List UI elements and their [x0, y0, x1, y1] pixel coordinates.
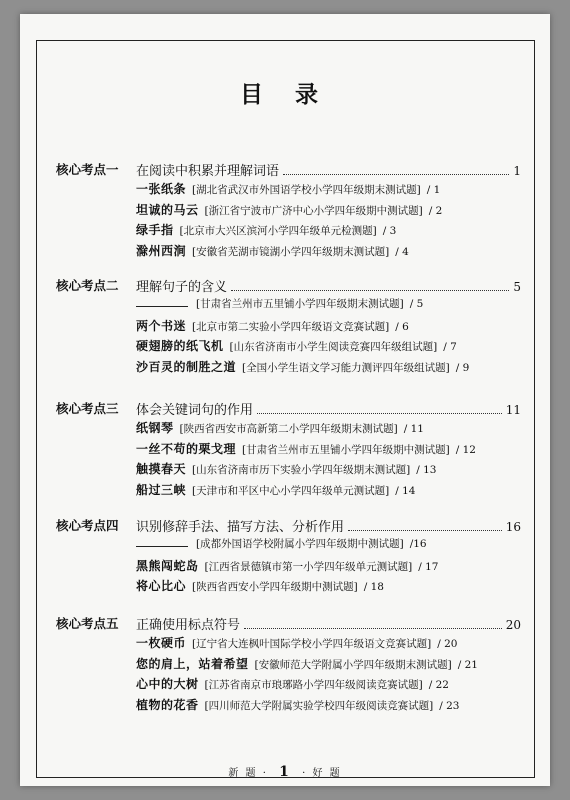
entry-page: / 7: [443, 341, 457, 353]
footer-separator: ·: [302, 768, 308, 779]
dot-leader: [231, 290, 509, 291]
toc-entry[interactable]: [136, 358, 521, 379]
toc-entry[interactable]: [136, 440, 521, 461]
entry-page: / 13: [416, 464, 437, 476]
section-page: 20: [505, 618, 521, 632]
page-title: 目 录: [239, 82, 330, 108]
entry-title: 两个书迷: [136, 318, 187, 333]
entry-page: / 20: [437, 638, 458, 650]
section-topic: 正确使用标点符号: [136, 618, 241, 633]
section-page: 16: [505, 520, 521, 534]
toc-entry[interactable]: [136, 180, 521, 201]
entry-source: [江西省景德镇市第一小学四年级单元测试题]: [204, 560, 413, 573]
toc-entry[interactable]: [136, 577, 521, 598]
section-page: 5: [513, 280, 521, 294]
entry-source: [全国小学生语文学习能力测评四年级组试题]: [242, 361, 450, 374]
toc-entry[interactable]: [136, 634, 521, 655]
entry-title: 一丝不苟的栗戈理: [136, 441, 237, 456]
toc-entry[interactable]: [136, 696, 521, 717]
entry-page: / 6: [395, 320, 409, 333]
section-topic-entry[interactable]: [136, 614, 521, 633]
entry-source: [辽宁省大连枫叶国际学校小学四年级语文竞赛试题]: [192, 638, 432, 650]
section-label: 核心考点五: [56, 616, 119, 631]
entry-title: 触摸春天: [136, 462, 187, 476]
section-topic-entry[interactable]: [136, 399, 521, 418]
entry-page: / 22: [428, 679, 449, 691]
entry-title: 沙百灵的制胜之道: [136, 359, 237, 374]
toc-section: [56, 516, 521, 598]
entry-page: / 17: [418, 560, 439, 573]
toc-section: [56, 276, 521, 378]
entry-page: / 4: [395, 245, 409, 258]
section-heading: [56, 516, 521, 536]
entry-page: / 11: [403, 423, 424, 435]
entry-title: 一张纸条: [136, 182, 187, 196]
toc-entry[interactable]: [136, 317, 521, 338]
section-topic: 理解句子的含义: [136, 280, 228, 295]
entry-page: / 14: [395, 484, 416, 497]
page-number: 1: [279, 764, 291, 780]
toc-entry[interactable]: [136, 460, 521, 481]
entry-page: / 21: [457, 658, 478, 671]
entry-source: [陕西省西安市高新第二小学四年级期末测试题]: [179, 423, 398, 435]
toc-entry[interactable]: [136, 242, 521, 263]
entry-source: [北京市第二实验小学四年级语文竞赛试题]: [192, 320, 390, 333]
entry-source: [山东省济南市小学生阅读竞赛四年级组试题]: [229, 341, 438, 353]
footer-left-text: 新 题: [228, 768, 258, 779]
entry-source: [甘肃省兰州市五里铺小学四年级期末测试题]: [196, 298, 404, 310]
section-topic: 在阅读中积累并理解词语: [136, 164, 280, 179]
dot-leader: [257, 413, 502, 414]
toc-section: [56, 399, 521, 501]
section-heading: [56, 276, 521, 296]
entry-source: [成都外国语学校附属小学四年级期中测试题]: [196, 538, 404, 550]
dot-leader: [244, 628, 502, 629]
section-label: 核心考点二: [56, 278, 119, 293]
section-page: 1: [513, 164, 521, 178]
dot-leader: [348, 530, 502, 531]
title-blank-line: [136, 537, 188, 547]
entry-title: 您的肩上，站着希望: [136, 656, 249, 671]
entry-source: [天津市和平区中心小学四年级单元测试题]: [192, 484, 390, 497]
toc-entry[interactable]: [136, 557, 521, 578]
entry-title: 植物的花香: [136, 697, 199, 712]
entry-title: 绿手指: [136, 223, 174, 237]
toc-entry[interactable]: [136, 481, 521, 502]
entry-title: 将心比心: [136, 579, 187, 593]
entry-source: [陕西省西安小学四年级期中测试题]: [192, 581, 358, 593]
toc-entry[interactable]: [136, 296, 521, 317]
entry-title: 坦诚的马云: [136, 202, 199, 217]
entry-page: / 3: [382, 225, 397, 237]
entry-source: [江苏省南京市琅琊路小学四年级阅读竞赛试题]: [204, 679, 423, 691]
entry-page: / 18: [363, 581, 384, 593]
section-heading: [56, 399, 521, 419]
section-topic-entry[interactable]: [136, 160, 521, 179]
dot-leader: [283, 174, 509, 175]
entry-source: [北京市大兴区滨河小学四年级单元检测题]: [179, 225, 377, 237]
section-label: 核心考点一: [56, 162, 119, 177]
toc-entry[interactable]: [136, 536, 521, 557]
toc-entry[interactable]: [136, 675, 521, 696]
entry-source: [四川师范大学附属实验学校四年级阅读竞赛试题]: [204, 699, 434, 712]
entry-page: /16: [409, 538, 427, 550]
toc-entry[interactable]: [136, 419, 521, 440]
toc-section: [56, 614, 521, 716]
section-topic: 体会关键词句的作用: [136, 403, 254, 418]
entry-page: / 23: [439, 699, 460, 712]
entry-page: / 12: [455, 443, 476, 456]
entry-title: 心中的大树: [136, 677, 199, 691]
entry-title: 滁州西涧: [136, 243, 187, 258]
entry-title: 一枚硬币: [136, 636, 187, 650]
entry-page: / 2: [428, 204, 443, 217]
toc-entry[interactable]: [136, 337, 521, 358]
entry-page: / 5: [409, 298, 424, 310]
entry-source: [安徽省芜湖市镜湖小学四年级期末测试题]: [192, 245, 390, 258]
section-label: 核心考点四: [56, 518, 119, 533]
entry-page: / 1: [426, 184, 441, 196]
section-topic: 识别修辞手法、描写方法、分析作用: [136, 520, 345, 535]
entry-page: / 9: [455, 361, 470, 374]
section-topic-entry[interactable]: [136, 516, 521, 535]
section-label: 核心考点三: [56, 401, 119, 416]
footer-right-text: 好 题: [312, 768, 342, 779]
page-footer: [20, 764, 550, 780]
entry-source: [安徽师范大学附属小学四年级期末测试题]: [254, 658, 452, 671]
entry-source: [甘肃省兰州市五里铺小学四年级期中测试题]: [242, 443, 450, 456]
entry-title: 船过三峡: [136, 482, 187, 497]
entry-source: [山东省济南市历下实验小学四年级期末测试题]: [192, 464, 411, 476]
section-page: 11: [505, 403, 521, 417]
footer-separator: ·: [262, 768, 268, 779]
section-heading: [56, 160, 521, 180]
entry-title: 纸钢琴: [136, 421, 174, 435]
entry-title: 硬翅膀的纸飞机: [136, 339, 224, 353]
toc-entry[interactable]: [136, 655, 521, 676]
entry-source: [湖北省武汉市外国语学校小学四年级期末测试题]: [192, 184, 421, 196]
entry-source: [浙江省宁波市广济中心小学四年级期中测试题]: [204, 204, 423, 217]
section-heading: [56, 614, 521, 634]
toc-entry[interactable]: [136, 221, 521, 242]
title-blank-line: [136, 297, 188, 307]
book-page: [20, 14, 550, 786]
toc-entry[interactable]: [136, 201, 521, 222]
section-topic-entry[interactable]: [136, 276, 521, 295]
entry-title: 黑熊闯蛇岛: [136, 558, 199, 573]
toc-section: [56, 160, 521, 262]
